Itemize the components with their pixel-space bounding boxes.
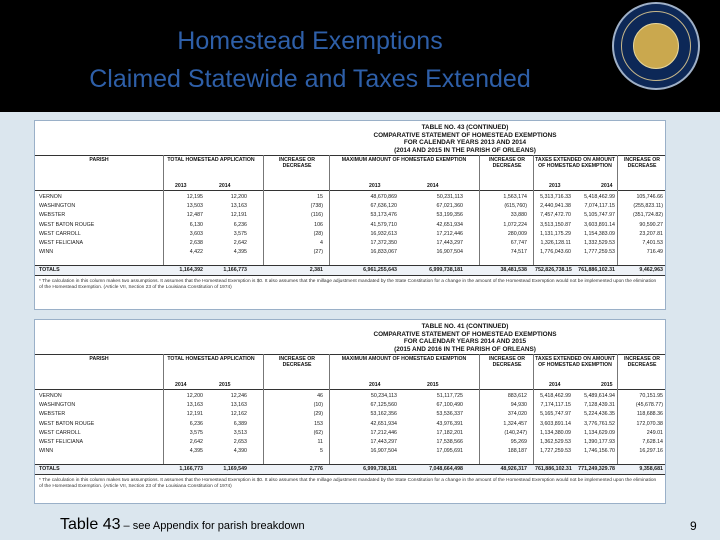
table-row <box>35 420 666 429</box>
year-label: 2014 <box>601 183 613 189</box>
table-row <box>35 239 666 248</box>
table-cell: 1,131,175.29 <box>540 230 571 237</box>
totals-label: TOTALS <box>39 466 60 473</box>
table-cell: 7,628.14 <box>642 439 663 445</box>
table-cell: 1,563,174 <box>503 194 527 200</box>
table-cell: 3,575 <box>233 230 247 237</box>
table-heading-line: (2014 AND 2015 IN THE PARISH OF ORLEANS) <box>394 146 536 154</box>
totals-cell: 2,776 <box>309 466 323 473</box>
caption-sub: – see Appendix for parish breakdown <box>120 520 305 532</box>
totals-label: TOTALS <box>39 267 60 274</box>
parish-name: WASHINGTON <box>39 402 76 409</box>
table-row <box>35 429 666 438</box>
table-cell: 67,100,490 <box>436 402 463 409</box>
totals-cell: 1,164,392 <box>179 267 203 274</box>
table-cell: 3,603,891.14 <box>584 221 615 228</box>
table-cell: (10) <box>313 402 323 409</box>
table-cell: 12,487 <box>186 212 203 219</box>
table-cell: 249.01 <box>646 429 663 436</box>
year-label: 2013 <box>369 183 381 189</box>
parish-name: WEST FELICIANA <box>39 240 84 246</box>
table-cell: 50,231,113 <box>436 194 463 200</box>
totals-rule-bottom <box>35 275 666 276</box>
table-cell: 2,638 <box>189 240 203 246</box>
table-cell: 1,727,259.53 <box>540 448 571 455</box>
table-row <box>35 202 666 211</box>
table-cell: 7,457,472.70 <box>540 212 571 219</box>
table-cell: 883,612 <box>507 393 527 399</box>
table-cell: 7,401.53 <box>642 240 663 246</box>
header-rule <box>35 190 666 191</box>
table-cell: 16,833,067 <box>370 249 397 256</box>
totals-cell: 48,926,317 <box>500 466 527 473</box>
table-cell: 42,651,934 <box>436 221 463 228</box>
table-cell: 2,642 <box>189 439 203 445</box>
table-cell: 4,395 <box>189 448 203 455</box>
totals-cell: 771,249,329.78 <box>578 466 615 473</box>
parish-name: VERNON <box>39 393 62 399</box>
table-cell: 6,130 <box>189 221 203 228</box>
table-cell: 1,324,457 <box>503 420 527 427</box>
table-cell: 95,269 <box>510 439 527 445</box>
table-row <box>35 438 666 447</box>
parish-name: WINN <box>39 249 54 256</box>
table-43-2013-2014 <box>34 120 666 310</box>
col-increase-2-header: INCREASE OR DECREASE <box>488 356 526 368</box>
slide-content <box>0 112 720 540</box>
totals-cell: 6,999,738,181 <box>429 267 463 274</box>
table-cell: 12,191 <box>230 212 247 219</box>
col-max-exemption-header: MAXIMUM AMOUNT OF HOMESTEAD EXEMPTION <box>341 157 467 163</box>
table-row <box>35 447 666 456</box>
col-increase-1-header: INCREASE OR DECREASE <box>278 356 316 368</box>
table-cell: 3,776,761.52 <box>584 420 615 427</box>
table-cell: (27) <box>313 249 323 256</box>
table-cell: 17,182,201 <box>436 429 463 436</box>
table-cell: 1,332,529.53 <box>584 240 615 246</box>
title-bar <box>0 0 720 112</box>
table-cell: 17,538,566 <box>436 439 463 445</box>
table-cell: 5,489,614.94 <box>584 393 615 399</box>
year-label: 2014 <box>549 382 561 388</box>
totals-cell: 752,826,738.15 <box>535 267 572 274</box>
table-cell: 7,174,117.15 <box>540 402 571 409</box>
table-cell: 42,651,934 <box>370 420 397 427</box>
table-cell: 11 <box>317 439 323 445</box>
col-total-application-header: TOTAL HOMESTEAD APPLICATION <box>167 157 255 163</box>
parish-name: WASHINGTON <box>39 203 76 210</box>
table-cell: 3,575 <box>189 429 203 436</box>
table-cell: 3,513,150.87 <box>540 221 571 228</box>
table-cell: 90,590.27 <box>639 221 663 228</box>
totals-row <box>35 266 666 275</box>
table-cell: 3,603,891.14 <box>540 420 571 427</box>
totals-cell: 1,166,773 <box>223 267 247 274</box>
table-cell: 53,199,356 <box>436 212 463 219</box>
table-cell: 1,776,043.60 <box>540 249 571 256</box>
parish-name: WINN <box>39 448 54 455</box>
seal-center <box>633 23 679 69</box>
table-cell: 12,195 <box>186 194 203 200</box>
table-cell: 17,095,691 <box>436 448 463 455</box>
year-label: 2015 <box>219 382 231 388</box>
table-footnote: * The calculation in this column makes two assumptions. It assumes that the Homestead Exemption is $0. It also assumes that the millage adjustment mandated by the State Constitution for a change in the amount of the Homestead Exemption would not be implemented upon the elimination of the Homestead Exemption. (Article VII, Section 23 of the Louisiana Constitution of 1974) <box>39 279 657 291</box>
table-cell: 17,212,446 <box>436 230 463 237</box>
table-cell: 15 <box>317 194 323 200</box>
table-cell: 5,105,747.97 <box>584 212 615 219</box>
col-taxes-extended-header: TAXES EXTENDED ON AMOUNT OF HOMESTEAD EXEMPTION <box>535 356 615 368</box>
table-heading-line: TABLE NO. 43 (CONTINUED) <box>421 124 509 131</box>
table-heading-line: TABLE NO. 41 (CONTINUED) <box>421 323 509 330</box>
table-cell: 5,418,462.99 <box>584 194 615 200</box>
year-label: 2013 <box>175 183 187 189</box>
table-cell: 67,636,120 <box>370 203 397 210</box>
totals-rule <box>35 265 666 266</box>
totals-cell: 1,166,773 <box>179 466 203 473</box>
table-heading-line: (2015 AND 2016 IN THE PARISH OF ORLEANS) <box>394 345 536 353</box>
table-cell: 12,162 <box>230 411 247 418</box>
parish-name: WEBSTER <box>39 411 66 418</box>
totals-rule-bottom <box>35 474 666 475</box>
table-cell: 153 <box>314 420 323 427</box>
table-cell: 16,907,504 <box>370 448 397 455</box>
col-taxes-extended-header: TAXES EXTENDED ON AMOUNT OF HOMESTEAD EXEMPTION <box>535 157 615 169</box>
table-cell: 1,777,259.53 <box>584 249 615 256</box>
table-row <box>35 211 666 220</box>
table-cell: 5,165,747.97 <box>540 411 571 418</box>
table-cell: 374,020 <box>507 411 527 418</box>
table-cell: 6,389 <box>233 420 247 427</box>
table-row <box>35 230 666 239</box>
table-cell: 51,117,725 <box>436 393 463 399</box>
totals-cell: 38,481,538 <box>500 267 527 274</box>
table-cell: 12,200 <box>230 194 247 200</box>
table-cell: (738) <box>310 203 323 210</box>
table-cell: (29) <box>313 411 323 418</box>
table-heading <box>315 323 615 353</box>
table-cell: 4 <box>320 240 323 246</box>
table-cell: 280,009 <box>507 230 527 237</box>
table-heading-line: FOR CALENDAR YEARS 2014 AND 2015 <box>403 338 527 346</box>
table-cell: 5,418,462.99 <box>540 393 571 399</box>
table-cell: (28) <box>313 230 323 237</box>
header-rule <box>35 389 666 390</box>
col-increase-2-header: INCREASE OR DECREASE <box>488 157 526 169</box>
table-cell: 67,125,560 <box>370 402 397 409</box>
table-cell: 6,236 <box>233 221 247 228</box>
col-max-exemption-header: MAXIMUM AMOUNT OF HOMESTEAD EXEMPTION <box>341 356 467 362</box>
title-line-2: Claimed Statewide and Taxes Extended <box>89 65 531 93</box>
table-row <box>35 221 666 230</box>
year-label: 2014 <box>427 183 439 189</box>
table-cell: 12,200 <box>186 393 203 399</box>
table-cell: (615,760) <box>504 203 527 210</box>
caption-main: Table 43 <box>60 516 121 533</box>
parish-name: WEST BATON ROUGE <box>39 221 95 228</box>
table-cell: 94,930 <box>510 402 527 409</box>
table-cell: 48,670,869 <box>370 194 397 200</box>
table-cell: 17,443,297 <box>370 439 397 445</box>
parish-name: WEBSTER <box>39 212 66 219</box>
table-cell: 4,390 <box>233 448 247 455</box>
table-cell: 4,422 <box>189 249 203 256</box>
table-cell: 17,443,297 <box>436 240 463 246</box>
table-cell: 16,297.16 <box>639 448 663 455</box>
table-cell: (62) <box>313 429 323 436</box>
header-rule <box>35 354 666 355</box>
table-cell: 70,151.95 <box>639 393 663 399</box>
table-cell: 6,236 <box>189 420 203 427</box>
year-label: 2013 <box>549 183 561 189</box>
table-cell: 53,173,476 <box>370 212 397 219</box>
year-label: 2014 <box>219 183 231 189</box>
parish-name: WEST BATON ROUGE <box>39 420 95 427</box>
table-cell: 2,642 <box>233 240 247 246</box>
totals-cell: 6,999,738,181 <box>363 466 397 473</box>
table-41-2014-2015 <box>34 319 666 504</box>
table-cell: 13,163 <box>230 402 247 409</box>
table-cell: (255,823.11) <box>633 203 663 210</box>
table-cell: 2,440,941.38 <box>540 203 571 210</box>
table-cell: 1,134,380.09 <box>540 429 571 436</box>
table-footnote: * The calculation in this column makes two assumptions. It assumes that the Homestead Exemption is $0. It also assumes that the millage adjustment mandated by the State Constitution for a change in the amount of the Homestead Exemption would not be implemented upon the elimination of the Homestead Exemption. (Article VII, Section 23 of the Louisiana Constitution of 1974) <box>39 478 657 490</box>
table-cell: 4,395 <box>233 249 247 256</box>
table-cell: 1,134,629.09 <box>584 429 615 436</box>
col-parish-header: PARISH <box>89 356 109 362</box>
table-heading-line: FOR CALENDAR YEARS 2013 AND 2014 <box>403 139 527 147</box>
table-cell: 3,513 <box>233 429 247 436</box>
table-cell: 67,021,360 <box>436 203 463 210</box>
table-cell: 106 <box>314 221 323 228</box>
totals-cell: 761,886,102.31 <box>535 466 572 473</box>
totals-cell: 6,961,255,643 <box>363 267 397 274</box>
table-cell: 16,932,613 <box>370 230 397 237</box>
table-cell: 46 <box>317 393 323 399</box>
table-cell: 43,976,391 <box>436 420 463 427</box>
totals-cell: 761,886,102.31 <box>578 267 615 274</box>
parish-name: WEST CARROLL <box>39 230 81 237</box>
state-seal-icon <box>612 2 700 90</box>
table-row <box>35 410 666 419</box>
parish-name: WEST FELICIANA <box>39 439 84 445</box>
table-cell: 17,372,350 <box>370 240 397 246</box>
table-cell: 33,880 <box>510 212 527 219</box>
table-cell: 5 <box>320 448 323 455</box>
year-label: 2014 <box>175 382 187 388</box>
table-cell: (45,678.77) <box>635 402 663 409</box>
col-increase-1-header: INCREASE OR DECREASE <box>278 157 316 169</box>
table-cell: 1,390,177.93 <box>584 439 615 445</box>
table-cell: 23,207.81 <box>639 230 663 237</box>
totals-rule <box>35 464 666 465</box>
totals-cell: 9,462,963 <box>639 267 663 274</box>
table-cell: 3,603 <box>189 230 203 237</box>
year-label: 2015 <box>427 382 439 388</box>
table-cell: 1,072,224 <box>503 221 527 228</box>
table-cell: 53,536,337 <box>436 411 463 418</box>
totals-cell: 7,048,664,498 <box>429 466 463 473</box>
table-cell: 67,747 <box>510 240 527 246</box>
table-cell: 17,212,446 <box>370 429 397 436</box>
table-heading <box>315 124 615 154</box>
table-heading-line: COMPARATIVE STATEMENT OF HOMESTEAD EXEMPTIONS <box>373 330 557 338</box>
table-cell: 13,503 <box>186 203 203 210</box>
table-cell: 5,313,716.33 <box>540 194 571 200</box>
table-cell: 105,746.66 <box>636 194 663 200</box>
title-line-1: Homestead Exemptions <box>177 27 443 55</box>
table-row <box>35 248 666 257</box>
table-cell: 7,128,439.31 <box>584 402 615 409</box>
table-cell: 118,688.36 <box>636 411 663 418</box>
table-cell: 13,163 <box>186 402 203 409</box>
table-cell: 7,074,117.15 <box>584 203 615 210</box>
parish-name: VERNON <box>39 194 62 200</box>
table-cell: 1,746,156.70 <box>584 448 615 455</box>
totals-row <box>35 465 666 474</box>
col-increase-3-header: INCREASE OR DECREASE <box>623 356 661 368</box>
col-total-application-header: TOTAL HOMESTEAD APPLICATION <box>167 356 255 362</box>
table-cell: 1,326,128.11 <box>540 240 571 246</box>
table-cell: 41,579,710 <box>370 221 397 228</box>
table-heading-line: COMPARATIVE STATEMENT OF HOMESTEAD EXEMPTIONS <box>373 131 557 139</box>
table-cell: 172,070.38 <box>636 420 663 427</box>
slide-title <box>20 22 600 98</box>
table-cell: 1,362,529.53 <box>540 439 571 445</box>
header-rule <box>35 155 666 156</box>
table-cell: (140,247) <box>504 429 527 436</box>
table-cell: 188,187 <box>507 448 527 455</box>
col-increase-3-header: INCREASE OR DECREASE <box>623 157 661 169</box>
col-parish-header: PARISH <box>89 157 109 163</box>
table-cell: 74,517 <box>510 249 527 256</box>
page-number: 9 <box>690 519 697 533</box>
table-cell: 12,191 <box>186 411 203 418</box>
year-label: 2014 <box>369 382 381 388</box>
parish-name: WEST CARROLL <box>39 429 81 436</box>
table-row <box>35 193 666 202</box>
year-label: 2015 <box>601 382 613 388</box>
table-cell: 716.49 <box>646 249 663 256</box>
table-cell: 2,653 <box>233 439 247 445</box>
table-cell: (351,724.82) <box>632 212 663 219</box>
table-row <box>35 392 666 401</box>
totals-cell: 1,169,549 <box>223 466 247 473</box>
table-cell: 5,224,436.35 <box>584 411 615 418</box>
table-cell: 1,154,383.09 <box>584 230 615 237</box>
totals-cell: 9,358,681 <box>639 466 663 473</box>
table-cell: (116) <box>311 212 323 219</box>
table-cell: 16,907,504 <box>436 249 463 256</box>
table-cell: 50,234,113 <box>370 393 397 399</box>
table-cell: 13,163 <box>230 203 247 210</box>
slide-caption <box>60 516 305 534</box>
table-cell: 53,162,356 <box>370 411 397 418</box>
table-cell: 12,246 <box>230 393 247 399</box>
totals-cell: 2,381 <box>309 267 323 274</box>
table-row <box>35 401 666 410</box>
